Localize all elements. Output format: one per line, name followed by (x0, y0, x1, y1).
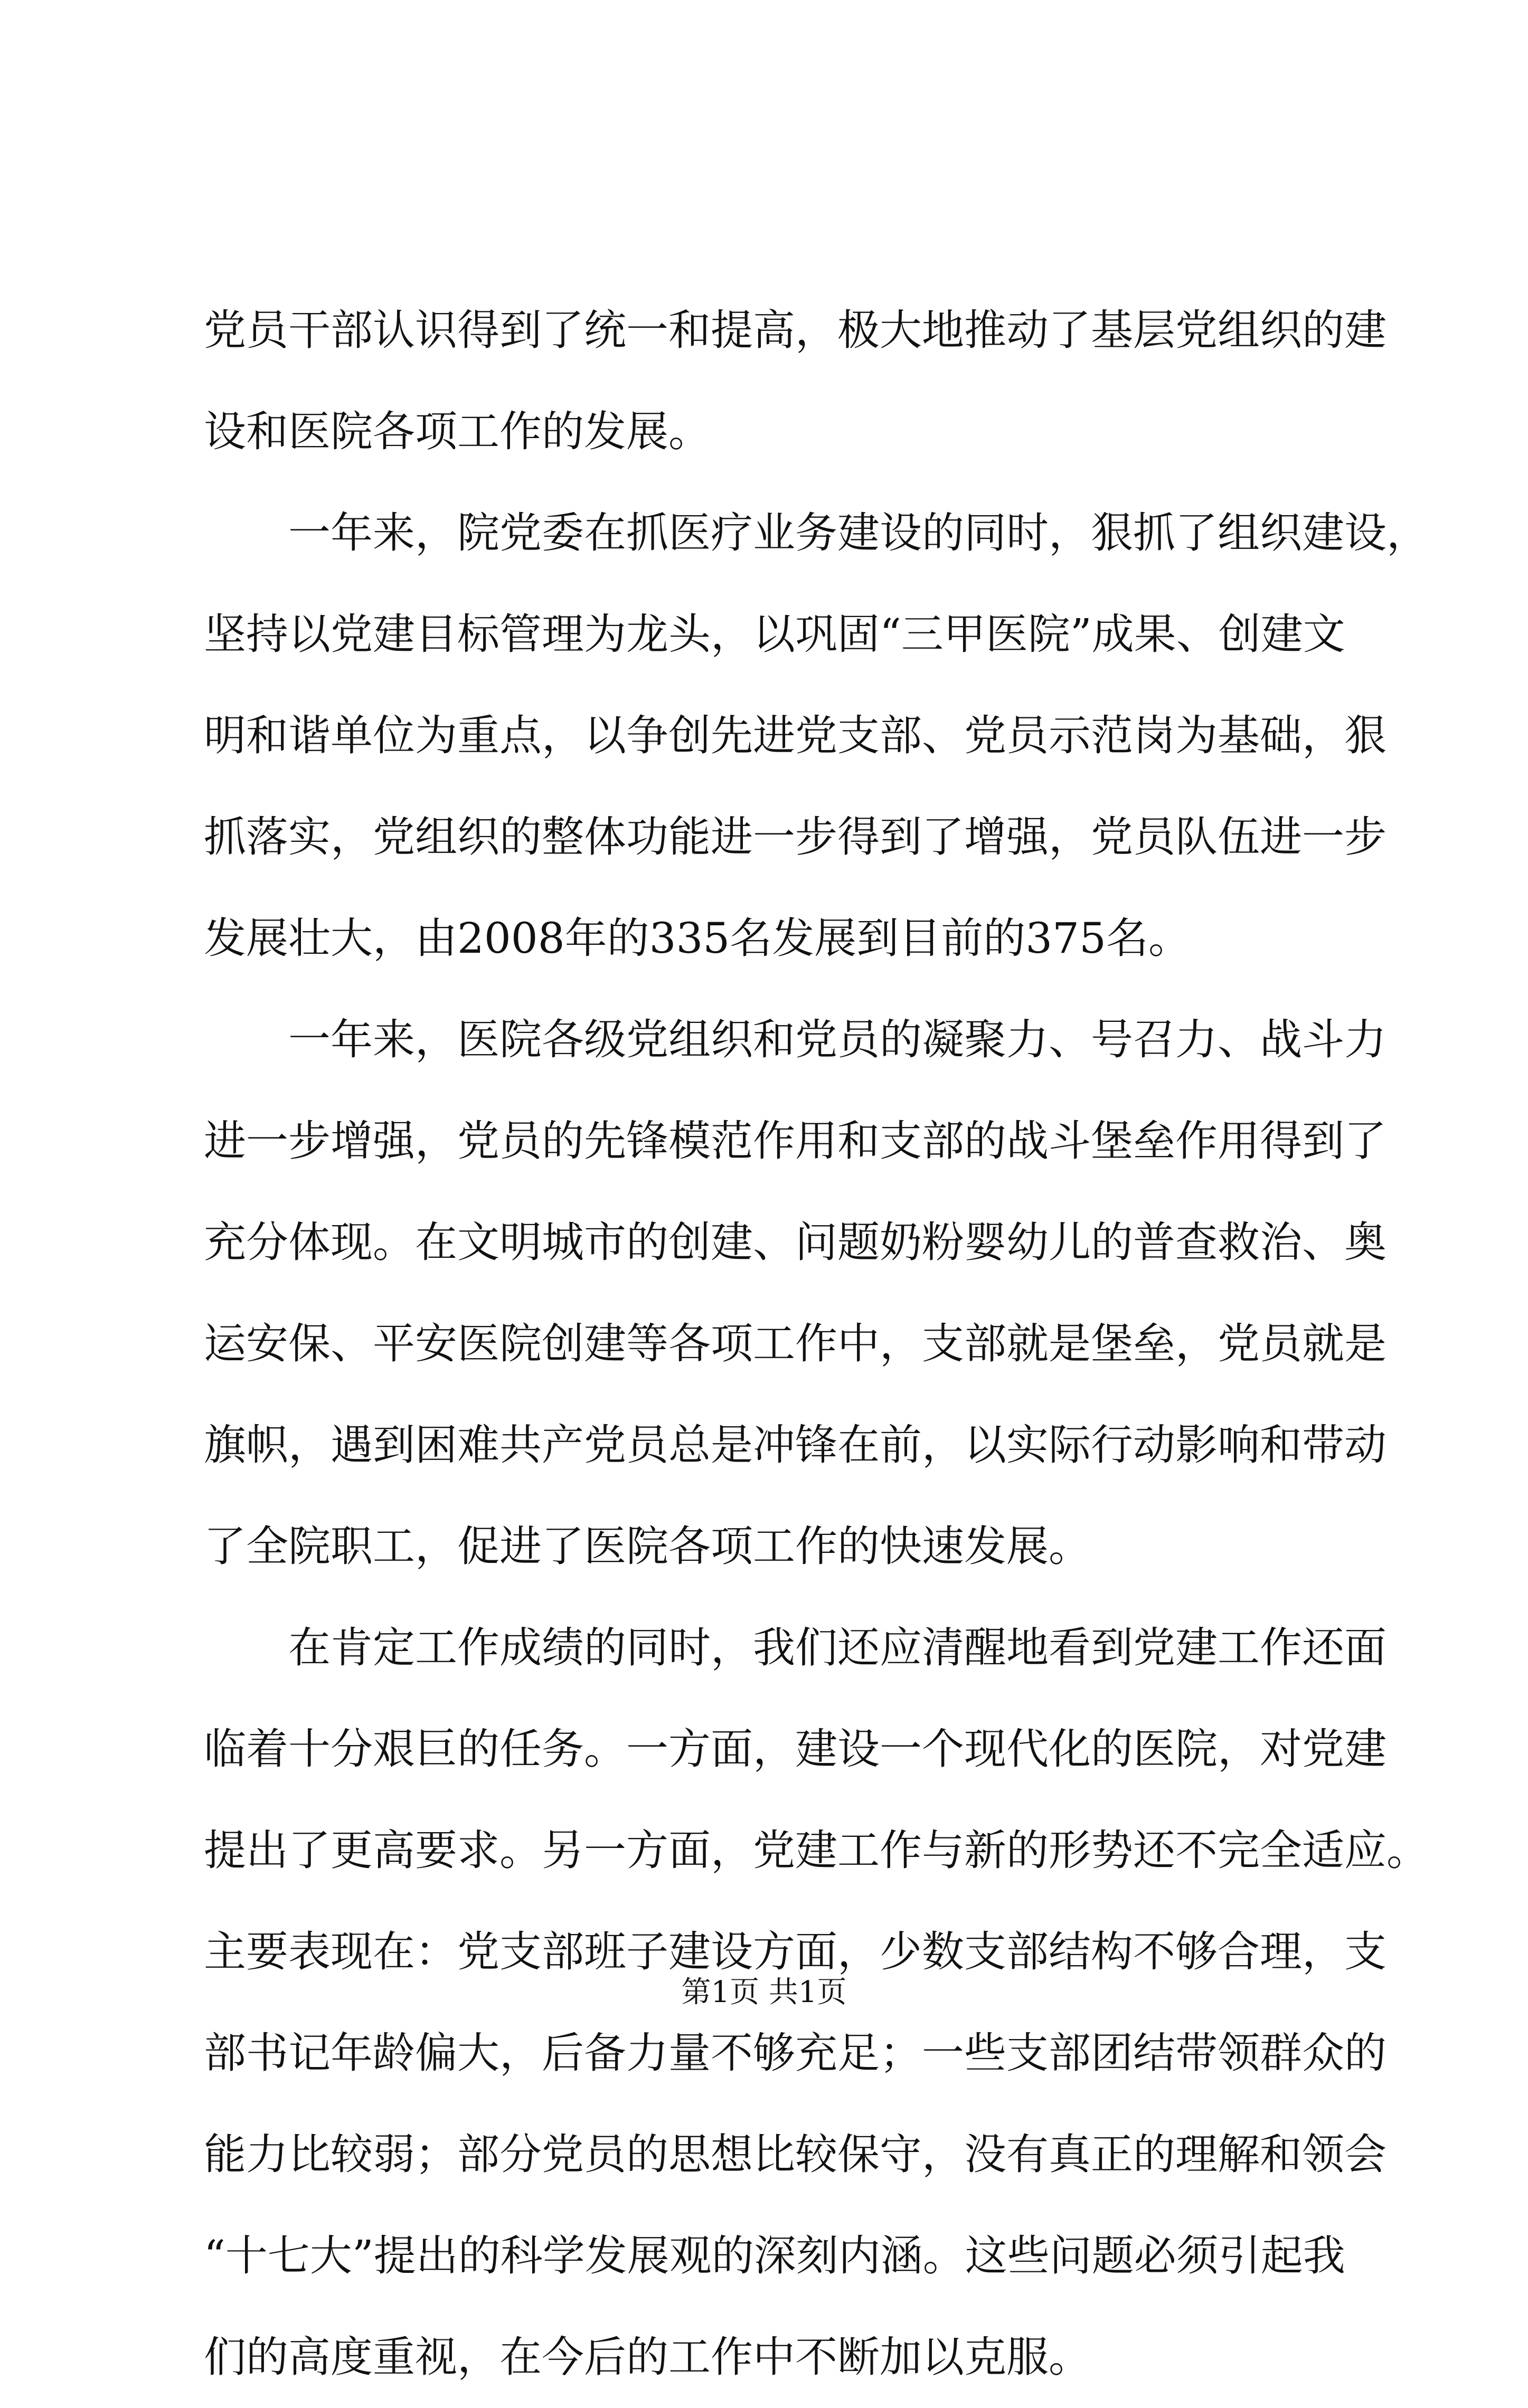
page-footer: 第1页 共1页 (681, 1975, 847, 2009)
paragraph-line: 一年来，医院各级党组织和党员的凝聚力、号召力、战斗力 (288, 1015, 1386, 1064)
paragraph-line: 提出了更高要求。另一方面，党建工作与新的形势还不完全适应。 (204, 1826, 1429, 1875)
paragraph-line: 旗帜，遇到困难共产党员总是冲锋在前，以实际行动影响和带动 (204, 1420, 1386, 1470)
paragraph-line: 抓落实，党组织的整体功能进一步得到了增强，党员队伍进一步 (204, 812, 1386, 861)
paragraph-line: 了全院职工，促进了医院各项工作的快速发展。 (204, 1522, 1091, 1571)
paragraph-line: 坚持以党建目标管理为龙头，以巩固“三甲医院”成果、创建文 (204, 610, 1345, 659)
document-body (204, 280, 1429, 2408)
paragraph-3 (204, 989, 1386, 1597)
paragraph-line: 在肯定工作成绩的同时，我们还应清醒地看到党建工作还面 (288, 1623, 1386, 1672)
paragraph-line: 运安保、平安医院创建等各项工作中，支部就是堡垒，党员就是 (204, 1319, 1386, 1368)
paragraph-2 (204, 482, 1429, 989)
paragraph-line: 能力比较弱；部分党员的思想比较保守，没有真正的理解和领会 (204, 2130, 1386, 2179)
paragraph-line: 一年来，院党委在抓医疗业务建设的同时，狠抓了组织建设， (288, 508, 1429, 557)
paragraph-line: 临着十分艰巨的任务。一方面，建设一个现代化的医院，对党建 (204, 1724, 1386, 1774)
paragraph-line: 明和谐单位为重点，以争创先进党支部、党员示范岗为基础，狠 (204, 711, 1386, 760)
paragraph-line: 进一步增强，党员的先锋模范作用和支部的战斗堡垒作用得到了 (204, 1116, 1386, 1165)
paragraph-line: 部书记年龄偏大，后备力量不够充足；一些支部团结带领群众的 (204, 2028, 1386, 2078)
paragraph-line: 党员干部认识得到了统一和提高，极大地推动了基层党组织的建 (204, 306, 1386, 355)
paragraph-1 (204, 280, 1386, 482)
paragraph-line: 充分体现。在文明城市的创建、问题奶粉婴幼儿的普查救治、奥 (204, 1218, 1386, 1267)
paragraph-line: 发展壮大，由2008年的335名发展到目前的375名。 (204, 914, 1191, 963)
paragraph-line: 们的高度重视，在今后的工作中不断加以克服。 (204, 2333, 1091, 2382)
paragraph-line: “十七大”提出的科学发展观的深刻内涵。这些问题必须引起我 (204, 2231, 1345, 2280)
paragraph-line: 设和医院各项工作的发展。 (204, 407, 711, 456)
paragraph-line: 主要表现在：党支部班子建设方面，少数支部结构不够合理，支 (204, 1927, 1386, 1976)
